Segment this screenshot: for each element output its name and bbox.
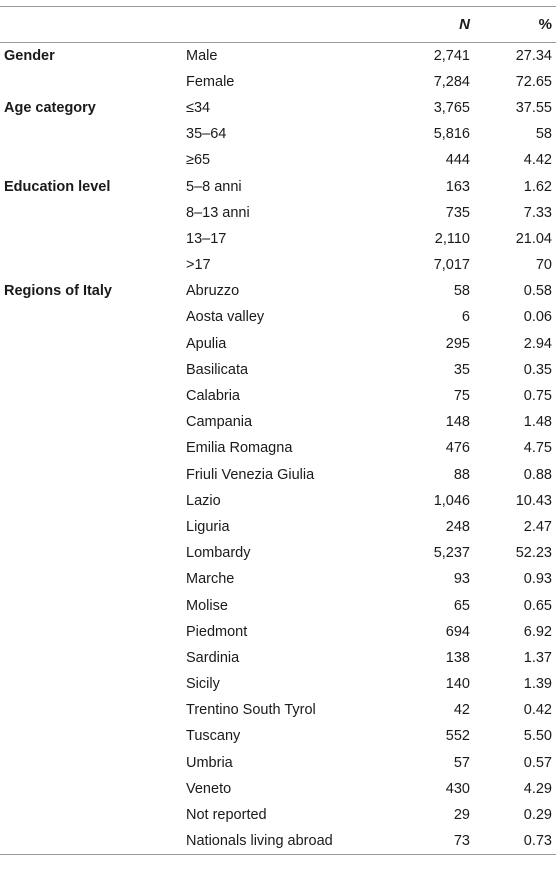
percent-value: 0.06 (523, 309, 552, 326)
percent-value: 1.48 (523, 414, 552, 431)
count-value: 7,017 (433, 257, 470, 274)
category-empty (0, 304, 178, 330)
table-row (0, 252, 556, 278)
count-value: 5,237 (433, 545, 470, 562)
category-empty (0, 69, 178, 95)
subcategory-label: Piedmont (186, 623, 248, 640)
subcategory-label: 35–64 (186, 126, 227, 143)
count-value: 430 (445, 780, 470, 797)
category-empty (0, 540, 178, 566)
percent-value: 1.39 (523, 676, 552, 693)
percent-value: 37.55 (515, 99, 552, 116)
subcategory-label: Abruzzo (186, 283, 240, 300)
count-value: 7,284 (433, 73, 470, 90)
subcategory-label: ≥65 (186, 152, 211, 169)
category-empty (0, 645, 178, 671)
count-value: 476 (445, 440, 470, 457)
percent-value: 0.75 (523, 388, 552, 405)
count-value: 42 (453, 702, 470, 719)
percent-value: 0.57 (523, 754, 552, 771)
count-value: 88 (453, 466, 470, 483)
category-label: Regions of Italy (4, 283, 112, 300)
count-value: 248 (445, 518, 470, 535)
subcategory-label: Aosta valley (186, 309, 265, 326)
subcategory-label: Molise (186, 597, 228, 614)
count-value: 1,046 (433, 492, 470, 509)
percent-value: 2.47 (523, 518, 552, 535)
category-empty (0, 121, 178, 147)
table-row (0, 723, 556, 749)
category-empty (0, 226, 178, 252)
category-empty (0, 671, 178, 697)
percent-value: 70 (535, 257, 552, 274)
category-empty (0, 488, 178, 514)
count-value: 694 (445, 623, 470, 640)
count-value: 148 (445, 414, 470, 431)
subcategory-label: ≤34 (186, 99, 211, 116)
table-row (0, 173, 556, 199)
subcategory-label: 13–17 (186, 230, 227, 247)
subcategory-label: 8–13 anni (186, 204, 250, 221)
table-row (0, 776, 556, 802)
count-value: 444 (445, 152, 470, 169)
subcategory-label: Male (186, 47, 218, 64)
table-body (0, 43, 556, 855)
table-row (0, 383, 556, 409)
category-empty (0, 357, 178, 383)
table-row (0, 147, 556, 173)
category-empty (0, 802, 178, 828)
table-row (0, 488, 556, 514)
category-empty (0, 514, 178, 540)
percent-value: 4.42 (523, 152, 552, 169)
percent-value: 10.43 (515, 492, 552, 509)
percent-value: 21.04 (515, 230, 552, 247)
header-percent: % (474, 7, 556, 43)
category-empty (0, 697, 178, 723)
percent-value: 58 (535, 126, 552, 143)
percent-value: 1.62 (523, 178, 552, 195)
percent-value: 4.29 (523, 780, 552, 797)
count-value: 6 (461, 309, 470, 326)
count-value: 2,110 (434, 230, 470, 247)
percent-value: 0.29 (523, 807, 552, 824)
table-row (0, 278, 556, 304)
percent-value: 7.33 (523, 204, 552, 221)
percent-value: 0.35 (523, 361, 552, 378)
header-row (0, 7, 556, 43)
count-value: 3,765 (433, 99, 470, 116)
category-label: Education level (4, 178, 111, 195)
table-row (0, 540, 556, 566)
subcategory-label: 5–8 anni (186, 178, 242, 195)
category-empty (0, 435, 178, 461)
count-value: 75 (453, 388, 470, 405)
category-empty (0, 828, 178, 854)
category-empty (0, 776, 178, 802)
table-row (0, 592, 556, 618)
subcategory-label: Sicily (186, 676, 220, 693)
subcategory-label: Trentino South Tyrol (186, 702, 316, 719)
percent-value: 0.73 (474, 828, 556, 854)
table-row (0, 69, 556, 95)
count-value: 552 (445, 728, 470, 745)
table-row (0, 435, 556, 461)
table-row (0, 462, 556, 488)
category-empty (0, 592, 178, 618)
category-empty (0, 383, 178, 409)
subcategory-label: Not reported (186, 807, 267, 824)
subcategory-label: Apulia (186, 335, 227, 352)
subcategory-label: Sardinia (186, 649, 240, 666)
subcategory-label: Veneto (186, 780, 232, 797)
category-label: Age category (4, 99, 96, 116)
subcategory-label: Liguria (186, 518, 230, 535)
count-value: 29 (453, 807, 470, 824)
percent-value: 0.65 (523, 597, 552, 614)
subcategory-label: Emilia Romagna (186, 440, 293, 457)
percent-value: 1.37 (523, 649, 552, 666)
table-row (0, 828, 556, 854)
count-value: 163 (445, 178, 470, 195)
category-empty (0, 619, 178, 645)
percent-value: 0.93 (523, 571, 552, 588)
table-row (0, 750, 556, 776)
category-empty (0, 723, 178, 749)
header-subcategory (178, 7, 386, 43)
table-row (0, 514, 556, 540)
category-empty (0, 750, 178, 776)
count-value: 295 (445, 335, 470, 352)
subcategory-label: Umbria (186, 754, 233, 771)
count-value: 58 (453, 283, 470, 300)
subcategory-label: Campania (186, 414, 253, 431)
count-value: 57 (453, 754, 470, 771)
category-label: Gender (4, 47, 55, 64)
count-value: 35 (453, 361, 470, 378)
subcategory-label: Marche (186, 571, 235, 588)
count-value: 735 (445, 204, 470, 221)
subcategory-label: >17 (186, 257, 211, 274)
percent-value: 27.34 (515, 47, 552, 64)
subcategory-label: Calabria (186, 388, 240, 405)
table-row (0, 802, 556, 828)
subcategory-label: Nationals living abroad (178, 828, 386, 854)
count-value: 73 (386, 828, 474, 854)
table-row (0, 304, 556, 330)
table-row (0, 645, 556, 671)
table-row (0, 357, 556, 383)
percent-value: 0.88 (523, 466, 552, 483)
category-empty (0, 200, 178, 226)
subcategory-label: Basilicata (186, 361, 249, 378)
table-row (0, 200, 556, 226)
percent-value: 2.94 (523, 335, 552, 352)
table-row (0, 95, 556, 121)
percent-value: 0.42 (523, 702, 552, 719)
category-empty (0, 147, 178, 173)
header-category (0, 7, 178, 43)
count-value: 5,816 (433, 126, 470, 143)
percent-value: 52.23 (515, 545, 552, 562)
subcategory-label: Tuscany (186, 728, 241, 745)
table-row (0, 43, 556, 69)
table-row (0, 409, 556, 435)
header-n: N (386, 7, 474, 43)
percent-value: 4.75 (523, 440, 552, 457)
percent-value: 72.65 (515, 73, 552, 90)
demographics-table (0, 6, 556, 855)
category-empty (0, 252, 178, 278)
percent-value: 6.92 (523, 623, 552, 640)
subcategory-label: Female (186, 73, 235, 90)
table-row (0, 331, 556, 357)
table-row (0, 566, 556, 592)
table-row (0, 619, 556, 645)
subcategory-label: Lombardy (186, 545, 251, 562)
table-row (0, 697, 556, 723)
subcategory-label: Lazio (186, 492, 221, 509)
category-empty (0, 566, 178, 592)
category-empty (0, 462, 178, 488)
category-empty (0, 331, 178, 357)
table-row (0, 671, 556, 697)
count-value: 138 (445, 649, 470, 666)
percent-value: 0.58 (523, 283, 552, 300)
table-row (0, 226, 556, 252)
count-value: 2,741 (433, 47, 470, 64)
percent-value: 5.50 (523, 728, 552, 745)
count-value: 140 (445, 676, 470, 693)
table-row (0, 121, 556, 147)
count-value: 93 (453, 571, 470, 588)
count-value: 65 (453, 597, 470, 614)
subcategory-label: Friuli Venezia Giulia (186, 466, 315, 483)
category-empty (0, 409, 178, 435)
